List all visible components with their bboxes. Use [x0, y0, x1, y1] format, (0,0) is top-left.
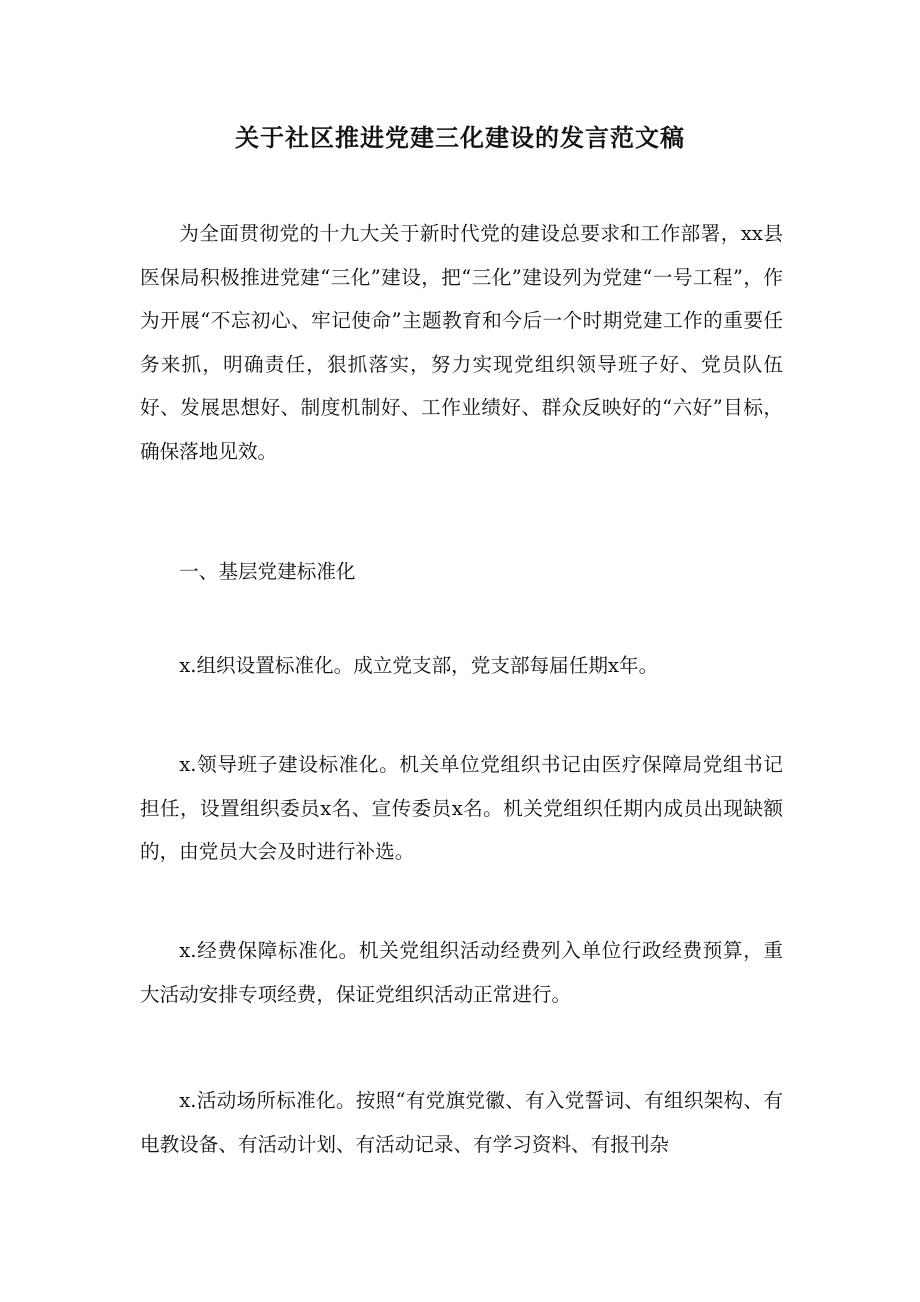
intro-paragraph: 为全面贯彻党的十九大关于新时代党的建设总要求和工作部署，xx县医保局积极推进党建“三化”建设，把“三化”建设列为党建“一号工程”，作为开展“不忘初心、牢记使命”主题教育和今后一个时期党建工作的重要任务来抓，明确责任，狠抓落实，努力实现党组织领导班子好、党员队伍好、发展思想好、制度机制好、工作业绩好、群众反映好的“六好”目标，确保落地见效。: [140, 222, 783, 463]
item-paragraph-leadership: x.领导班子建设标准化。机关单位党组织书记由医疗保障局党组书记担任，设置组织委员x名、宣传委员x名。机关党组织任期内成员出现缺额的，由党员大会及时进行补选。: [140, 753, 783, 863]
item-paragraph-organization: x.组织设置标准化。成立党支部，党支部每届任期x年。: [179, 654, 659, 677]
section-heading: 一、基层党建标准化: [179, 560, 356, 583]
item-paragraph-venue: x.活动场所标准化。按照“有党旗党徽、有入党誓词、有组织架构、有电教设备、有活动计划、有活动记录、有学习资料、有报刊杂: [140, 1089, 783, 1156]
document-title: 关于社区推进党建三化建设的发言范文稿: [235, 123, 685, 152]
item-paragraph-funding: x.经费保障标准化。机关党组织活动经费列入单位行政经费预算，重大活动安排专项经费，保证党组织活动正常进行。: [140, 939, 783, 1006]
